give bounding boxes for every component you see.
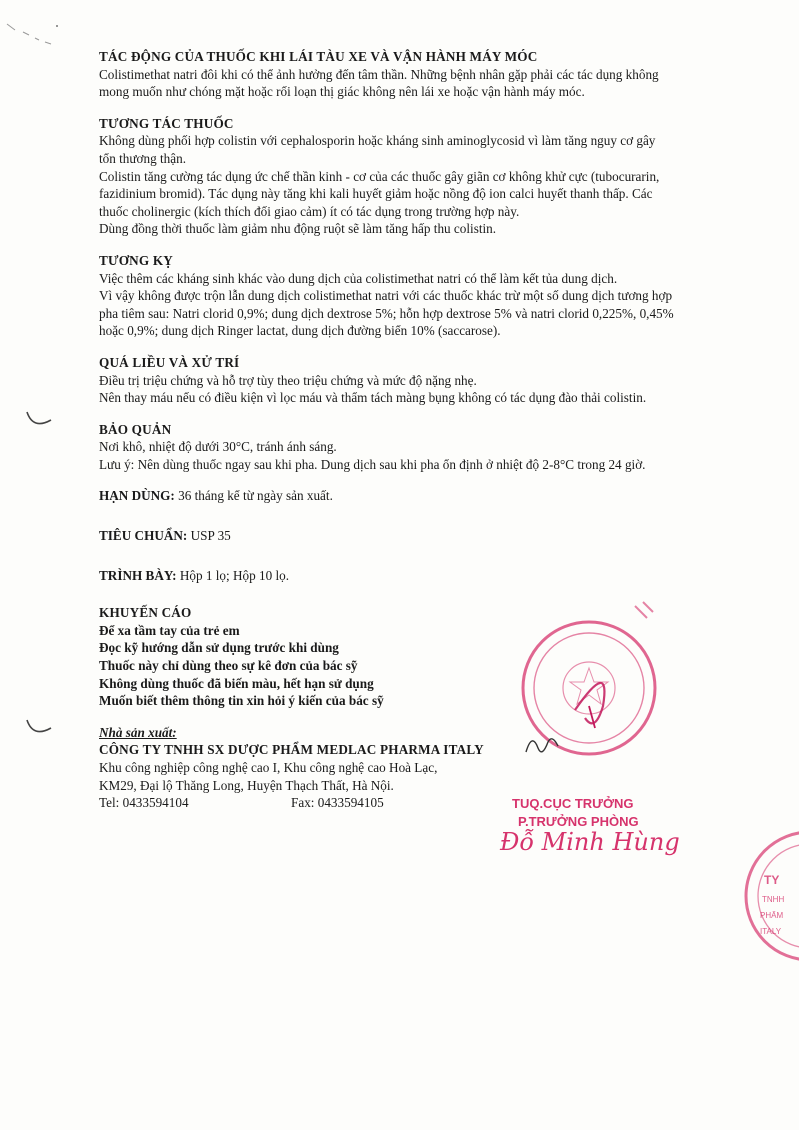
warning-line: Muốn biết thêm thông tin xin hỏi ý kiến của bác sỹ <box>99 693 384 709</box>
warning-line: Thuốc này chỉ dùng theo sự kê đơn của bác sỹ <box>99 658 358 674</box>
standard-value: USP 35 <box>187 528 231 544</box>
warning-heading: KHUYẾN CÁO <box>99 605 192 621</box>
section-line: Việc thêm các kháng sinh khác vào dung dịch của colistimethat natri có thể làm kết tủa dung dịch. <box>99 270 618 286</box>
section-line: Colistin tăng cường tác dụng ức chế thần kinh - cơ của các thuốc gây giãn cơ không khử cực (tubocurarin, <box>99 168 660 184</box>
section-line: Dùng đồng thời thuốc làm giảm nhu động ruột sẽ làm tăng hấp thu colistin. <box>99 221 497 237</box>
section-line: Lưu ý: Nên dùng thuốc ngay sau khi pha. Dung dịch sau khi pha ổn định ở nhiệt độ 2-8°C trong 24 giờ. <box>99 456 646 472</box>
svg-text:TNHH: TNHH <box>762 895 785 904</box>
section-3 <box>99 252 729 340</box>
shelf-life-label: HẠN DÙNG: <box>99 488 175 504</box>
packaging-label: TRÌNH BÀY: <box>99 567 177 583</box>
punch-hole-mark-bottom <box>25 716 55 742</box>
warning-line: Không dùng thuốc đã biến màu, hết hạn sử dụng <box>99 675 374 691</box>
manufacturer-fax: Fax: 0433594105 <box>291 795 384 811</box>
manufacturer-tel: Tel: 0433594104 <box>99 795 189 811</box>
packaging-value: Hộp 1 lọ; Hộp 10 lọ. <box>176 567 290 583</box>
section-4 <box>99 354 729 407</box>
signature-scribble <box>522 730 562 760</box>
section-line: Vì vậy không được trộn lẫn dung dịch colistimethat natri với các thuốc khác trừ một số dung dịch tương hợp <box>99 288 673 304</box>
section-2 <box>99 115 729 238</box>
warning-line: Đọc kỹ hướng dẫn sử dụng trước khi dùng <box>99 640 339 656</box>
manufacturer-label: Nhà sản xuất: <box>99 724 177 740</box>
approval-signature-name: Đỗ Minh Hùng <box>500 828 680 856</box>
svg-text:ITALY: ITALY <box>760 927 782 936</box>
section-heading: QUÁ LIỀU VÀ XỬ TRÍ <box>99 354 240 370</box>
section-line: Điều trị triệu chứng và hỗ trợ tùy theo triệu chứng và mức độ nặng nhẹ. <box>99 372 477 388</box>
warning-line: Để xa tầm tay của trẻ em <box>99 622 240 638</box>
manufacturer-company: CÔNG TY TNHH SX DƯỢC PHẨM MEDLAC PHARMA ITALY <box>99 742 484 758</box>
section-line: Colistimethat natri đôi khi có thể ảnh hưởng đến tâm thần. Những bệnh nhân gặp phải các tác dụng không <box>99 66 659 82</box>
section-line: thuốc cholinergic (kích thích đối giao cảm) ít có tác dụng trong trường hợp này. <box>99 203 520 219</box>
standard <box>99 527 729 545</box>
svg-text:TY: TY <box>764 873 780 887</box>
punch-hole-mark-top <box>25 408 55 434</box>
svg-text:PHẨM: PHẨM <box>760 911 784 920</box>
section-1 <box>99 48 729 101</box>
section-line: pha tiêm sau: Natri clorid 0,9%; dung dịch dextrose 5%; hỗn hợp dextrose 5% và natri clorid 0,225%, 0,45% <box>99 305 674 321</box>
section-line: fazidinium bromid). Tác dụng này tăng khi kali huyết giảm hoặc nồng độ ion calci huyết thanh thấp. Các <box>99 186 653 202</box>
approval-line-2: P.TRƯỞNG PHÒNG <box>518 814 639 829</box>
sections-container <box>99 48 729 473</box>
section-line: mong muốn như chóng mặt hoặc rối loạn thị giác không nên lái xe hoặc vận hành máy móc. <box>99 84 585 100</box>
section-line: Nơi khô, nhiệt độ dưới 30°C, tránh ánh sáng. <box>99 439 337 455</box>
approval-line-1: TUQ.CỤC TRƯỞNG <box>512 796 634 811</box>
section-heading: TÁC ĐỘNG CỦA THUỐC KHI LÁI TÀU XE VÀ VẬN HÀNH MÁY MÓC <box>99 49 538 64</box>
standard-label: TIÊU CHUẨN: <box>99 528 188 544</box>
section-heading: TƯƠNG TÁC THUỐC <box>99 115 234 131</box>
manufacturer-contact <box>99 794 729 812</box>
section-line: hoặc 0,9%; dung dịch Ringer lactat, dung dịch đường biển 10% (saccarose). <box>99 323 501 339</box>
section-line: Không dùng phối hợp colistin với cephalosporin hoặc kháng sinh aminoglycosid vì làm tăng nguy cơ gây <box>99 133 656 149</box>
section-line: tổn thương thận. <box>99 150 187 166</box>
section-heading: BẢO QUẢN <box>99 421 172 437</box>
manufacturer-address-1: Khu công nghiệp công nghệ cao I, Khu công nghệ cao Hoà Lạc, <box>99 760 438 775</box>
manufacturer-address-2: KM29, Đại lộ Thăng Long, Huyện Thạch Thất, Hà Nội. <box>99 777 394 793</box>
packaging <box>99 567 729 585</box>
section-5 <box>99 421 729 474</box>
section-line: Nên thay máu nếu có điều kiện vì lọc máu và thẩm tách màng bụng không có tác dụng đào thải colistin. <box>99 390 647 406</box>
company-seal-stamp <box>728 826 799 976</box>
scan-speckle-mark <box>5 18 75 48</box>
shelf-life-value: 36 tháng kể từ ngày sản xuất. <box>174 488 333 504</box>
shelf-life <box>99 487 729 505</box>
section-heading: TƯƠNG KỴ <box>99 252 174 268</box>
